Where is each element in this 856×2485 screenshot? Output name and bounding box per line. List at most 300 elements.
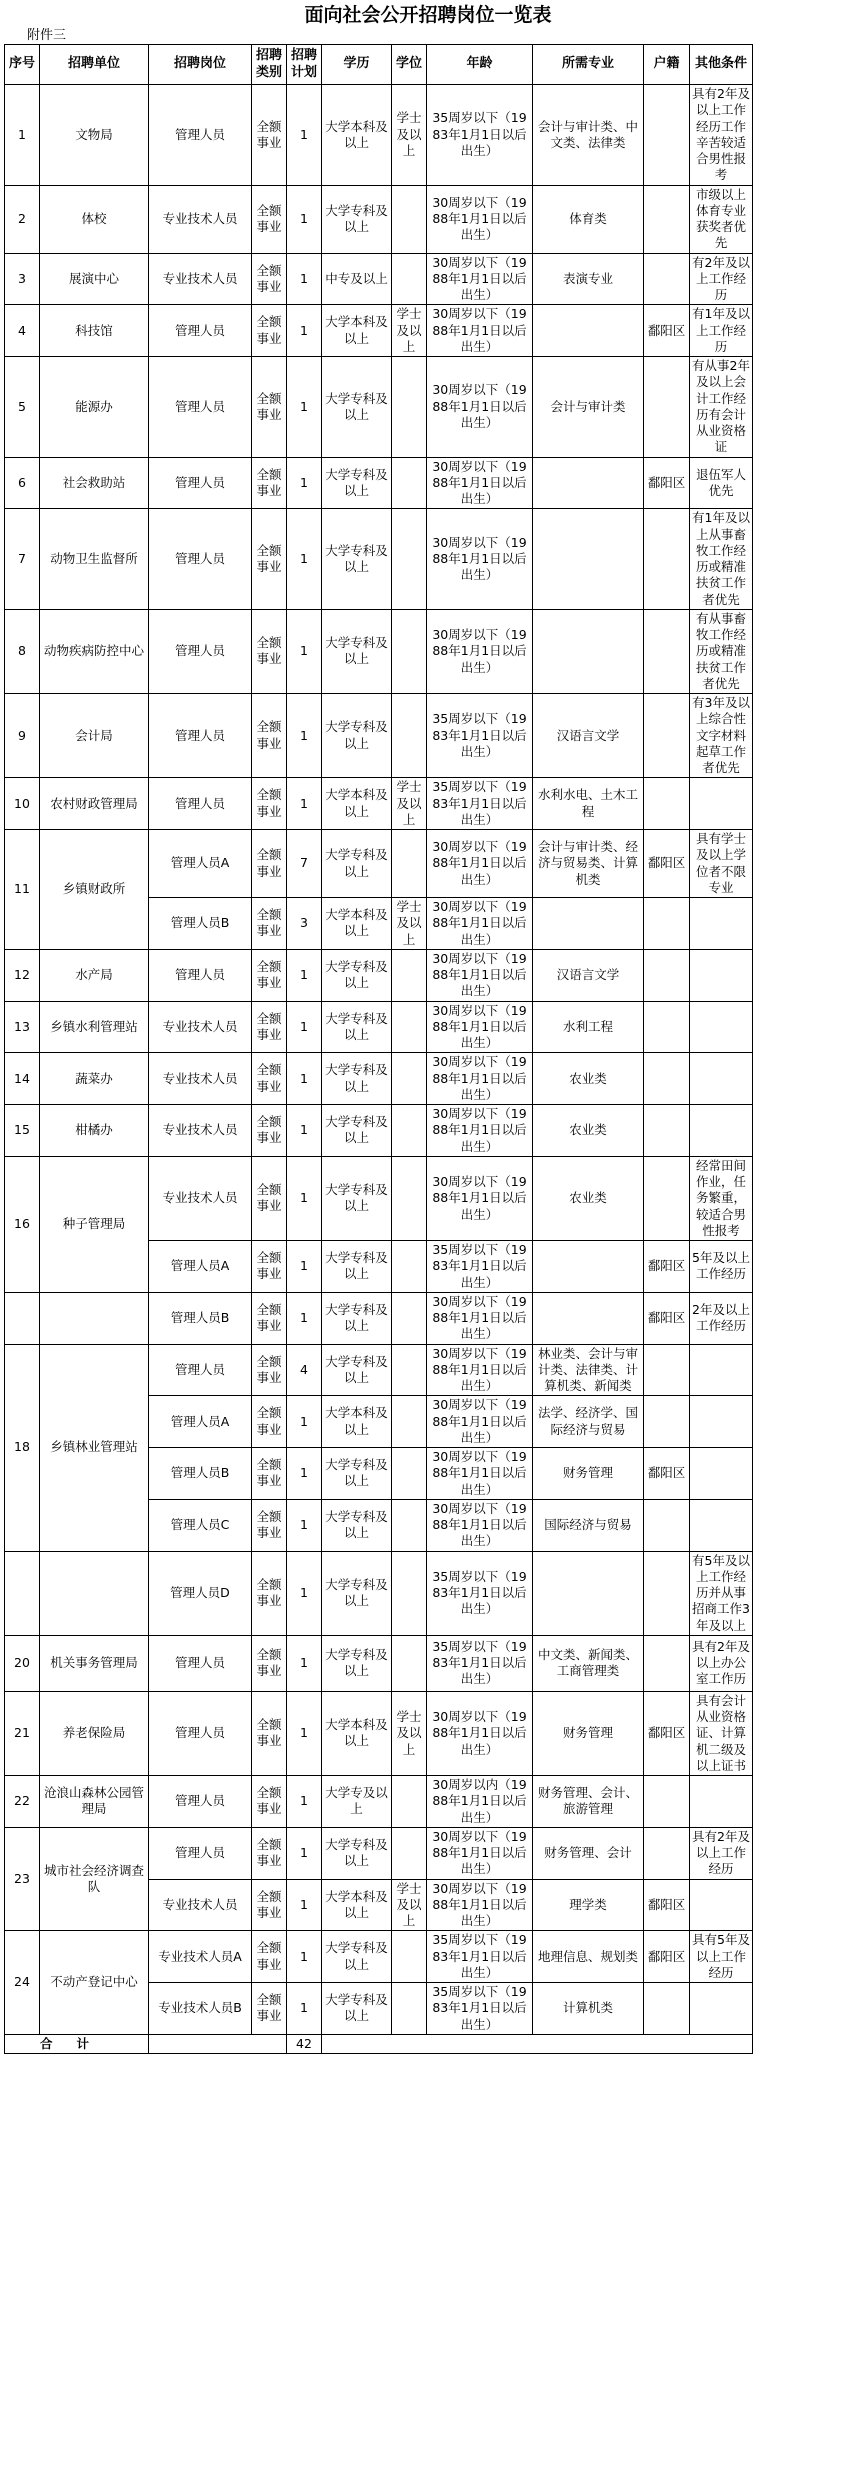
- cell-unit: 种子管理局: [40, 1156, 149, 1292]
- cell-education: 大学专科及以上: [322, 1827, 392, 1879]
- cell-plan: 1: [287, 778, 322, 830]
- cell-unit: 养老保险局: [40, 1691, 149, 1775]
- cell-unit: 城市社会经济调查队: [40, 1827, 149, 1931]
- cell-age: 30周岁以下（1988年1月1日以后出生）: [427, 898, 533, 950]
- cell-no: 18: [5, 1344, 40, 1551]
- cell-plan: 1: [287, 949, 322, 1001]
- cell-unit: 水产局: [40, 949, 149, 1001]
- table-row: [5, 1551, 753, 1635]
- cell-degree: [392, 357, 427, 458]
- cell-major: 财务管理: [533, 1691, 644, 1775]
- cell-age: 35周岁以下（1983年1月1日以后出生）: [427, 1551, 533, 1635]
- table-body: [5, 85, 753, 2054]
- cell-no: 9: [5, 694, 40, 778]
- table-row: [5, 1635, 753, 1691]
- cell-no: 5: [5, 357, 40, 458]
- cell-plan: 1: [287, 609, 322, 693]
- cell-education: 大学专科及以上: [322, 1241, 392, 1293]
- cell-education: 大学专科及以上: [322, 457, 392, 509]
- cell-plan: 1: [287, 457, 322, 509]
- cell-degree: [392, 1635, 427, 1691]
- cell-degree: 学士及以上: [392, 778, 427, 830]
- cell-major: 会计与审计类、中文类、法律类: [533, 85, 644, 186]
- cell-type: 全额事业: [252, 1344, 287, 1396]
- cell-major: [533, 1241, 644, 1293]
- cell-other: 2年及以上工作经历: [690, 1292, 753, 1344]
- table-row: [5, 1001, 753, 1053]
- cell-position: 管理人员B: [149, 1292, 252, 1344]
- table-row: [5, 778, 753, 830]
- cell-plan: 1: [287, 1156, 322, 1240]
- cell-no: 12: [5, 949, 40, 1001]
- header-no: 序号: [5, 45, 40, 85]
- cell-education: 大学专科及以上: [322, 509, 392, 610]
- cell-education: 大学专科及以上: [322, 1983, 392, 2035]
- table-row: [5, 1827, 753, 1879]
- table-row: [5, 357, 753, 458]
- cell-degree: 学士及以上: [392, 85, 427, 186]
- header-education: 学历: [322, 45, 392, 85]
- cell-other: 有5年及以上工作经历并从事招商工作3年及以上: [690, 1551, 753, 1635]
- cell-other: 有2年及以上工作经历: [690, 253, 753, 305]
- cell-type: 全额事业: [252, 1105, 287, 1157]
- header-age: 年龄: [427, 45, 533, 85]
- cell-type: 全额事业: [252, 85, 287, 186]
- cell-type: 全额事业: [252, 1635, 287, 1691]
- cell-age: 30周岁以下（1988年1月1日以后出生）: [427, 1344, 533, 1396]
- cell-education: 大学专及以上: [322, 1776, 392, 1828]
- cell-position: 管理人员C: [149, 1499, 252, 1551]
- cell-major: 会计与审计类: [533, 357, 644, 458]
- cell-huji: [644, 1827, 690, 1879]
- cell-major: 财务管理、会计: [533, 1827, 644, 1879]
- cell-other: [690, 1105, 753, 1157]
- cell-age: 35周岁以下（1983年1月1日以后出生）: [427, 1931, 533, 1983]
- cell-position: 管理人员: [149, 1691, 252, 1775]
- cell-major: 计算机类: [533, 1983, 644, 2035]
- cell-other: 5年及以上工作经历: [690, 1241, 753, 1293]
- cell-age: 30周岁以下（1988年1月1日以后出生）: [427, 609, 533, 693]
- cell-major: 汉语言文学: [533, 694, 644, 778]
- total-empty-cell: [322, 2034, 753, 2053]
- cell-other: [690, 1001, 753, 1053]
- cell-education: 大学专科及以上: [322, 1053, 392, 1105]
- cell-position: 专业技术人员: [149, 1053, 252, 1105]
- cell-age: 30周岁以下（1988年1月1日以后出生）: [427, 1053, 533, 1105]
- cell-other: 有从事2年及以上会计工作经历有会计从业资格证: [690, 357, 753, 458]
- cell-plan: 1: [287, 1931, 322, 1983]
- cell-huji: 鄱阳区: [644, 1931, 690, 1983]
- cell-age: 30周岁以下（1988年1月1日以后出生）: [427, 305, 533, 357]
- cell-type: 全额事业: [252, 1551, 287, 1635]
- cell-degree: [392, 1983, 427, 2035]
- cell-unit: 会计局: [40, 694, 149, 778]
- cell-type: 全额事业: [252, 1156, 287, 1240]
- cell-major: 理学类: [533, 1879, 644, 1931]
- cell-age: 30周岁以下（1988年1月1日以后出生）: [427, 253, 533, 305]
- cell-other: 有1年及以上工作经历: [690, 305, 753, 357]
- cell-position: 专业技术人员: [149, 1879, 252, 1931]
- cell-type: 全额事业: [252, 1776, 287, 1828]
- table-row: [5, 1691, 753, 1775]
- cell-no: [5, 1551, 40, 1635]
- cell-huji: [644, 1776, 690, 1828]
- cell-degree: [392, 1931, 427, 1983]
- cell-type: 全额事业: [252, 253, 287, 305]
- table-row: [5, 949, 753, 1001]
- cell-other: [690, 1776, 753, 1828]
- cell-major: 财务管理、会计、旅游管理: [533, 1776, 644, 1828]
- table-row: [5, 1776, 753, 1828]
- cell-other: [690, 949, 753, 1001]
- cell-major: 水利工程: [533, 1001, 644, 1053]
- cell-position: 管理人员: [149, 694, 252, 778]
- cell-type: 全额事业: [252, 185, 287, 253]
- cell-degree: [392, 185, 427, 253]
- cell-no: 14: [5, 1053, 40, 1105]
- cell-huji: [644, 949, 690, 1001]
- cell-huji: [644, 253, 690, 305]
- cell-education: 大学专科及以上: [322, 1344, 392, 1396]
- cell-plan: 1: [287, 1053, 322, 1105]
- cell-type: 全额事业: [252, 357, 287, 458]
- cell-plan: 1: [287, 1448, 322, 1500]
- cell-major: [533, 898, 644, 950]
- cell-degree: [392, 949, 427, 1001]
- cell-education: 大学专科及以上: [322, 830, 392, 898]
- cell-unit: 科技馆: [40, 305, 149, 357]
- table-row: [5, 609, 753, 693]
- cell-position: 专业技术人员: [149, 253, 252, 305]
- cell-huji: [644, 1344, 690, 1396]
- cell-unit: 机关事务管理局: [40, 1635, 149, 1691]
- cell-degree: 学士及以上: [392, 305, 427, 357]
- cell-age: 35周岁以下（1983年1月1日以后出生）: [427, 1635, 533, 1691]
- cell-plan: 1: [287, 305, 322, 357]
- cell-no: 8: [5, 609, 40, 693]
- cell-position: 专业技术人员: [149, 185, 252, 253]
- cell-plan: 1: [287, 1551, 322, 1635]
- total-plan: 42: [287, 2034, 322, 2053]
- total-row: [5, 2034, 753, 2053]
- cell-unit: 展演中心: [40, 253, 149, 305]
- cell-unit: 乡镇水利管理站: [40, 1001, 149, 1053]
- header-type: 招聘类别: [252, 45, 287, 85]
- header-major: 所需专业: [533, 45, 644, 85]
- cell-plan: 1: [287, 1776, 322, 1828]
- cell-major: 体育类: [533, 185, 644, 253]
- cell-major: 林业类、会计与审计类、法律类、计算机类、新闻类: [533, 1344, 644, 1396]
- cell-no: 6: [5, 457, 40, 509]
- cell-degree: [392, 1241, 427, 1293]
- cell-education: 大学专科及以上: [322, 694, 392, 778]
- cell-no: 16: [5, 1156, 40, 1292]
- table-row: [5, 85, 753, 186]
- cell-plan: 1: [287, 1105, 322, 1157]
- cell-type: 全额事业: [252, 1292, 287, 1344]
- cell-huji: [644, 1105, 690, 1157]
- header-unit: 招聘单位: [40, 45, 149, 85]
- cell-type: 全额事业: [252, 694, 287, 778]
- cell-type: 全额事业: [252, 1983, 287, 2035]
- cell-plan: 1: [287, 185, 322, 253]
- cell-plan: 1: [287, 694, 322, 778]
- cell-degree: 学士及以上: [392, 1879, 427, 1931]
- cell-huji: [644, 1396, 690, 1448]
- cell-major: 水利水电、土木工程: [533, 778, 644, 830]
- cell-huji: 鄱阳区: [644, 1241, 690, 1293]
- cell-type: 全额事业: [252, 778, 287, 830]
- cell-position: 管理人员B: [149, 898, 252, 950]
- cell-position: 专业技术人员: [149, 1156, 252, 1240]
- table-row: [5, 694, 753, 778]
- cell-unit: 不动产登记中心: [40, 1931, 149, 2035]
- cell-degree: 学士及以上: [392, 898, 427, 950]
- table-row: [5, 1931, 753, 1983]
- cell-major: [533, 457, 644, 509]
- cell-unit: 沧浪山森林公园管理局: [40, 1776, 149, 1828]
- cell-plan: 1: [287, 85, 322, 186]
- cell-position: 管理人员A: [149, 830, 252, 898]
- cell-no: 20: [5, 1635, 40, 1691]
- cell-other: [690, 1053, 753, 1105]
- cell-unit: 农村财政管理局: [40, 778, 149, 830]
- cell-age: 30周岁以下（1988年1月1日以后出生）: [427, 1879, 533, 1931]
- cell-no: 15: [5, 1105, 40, 1157]
- cell-major: [533, 609, 644, 693]
- cell-degree: [392, 1776, 427, 1828]
- cell-major: 法学、经济学、国际经济与贸易: [533, 1396, 644, 1448]
- table-row: [5, 830, 753, 898]
- table-row: [5, 1105, 753, 1157]
- cell-other: 经常田间作业，任务繁重，较适合男性报考: [690, 1156, 753, 1240]
- cell-degree: [392, 1827, 427, 1879]
- cell-other: 具有学士及以上学位者不限专业: [690, 830, 753, 898]
- header-row: [5, 45, 753, 85]
- cell-type: 全额事业: [252, 898, 287, 950]
- cell-huji: [644, 1053, 690, 1105]
- cell-degree: [392, 457, 427, 509]
- cell-education: 大学本科及以上: [322, 305, 392, 357]
- cell-degree: [392, 1105, 427, 1157]
- cell-unit: 动物疾病防控中心: [40, 609, 149, 693]
- cell-type: 全额事业: [252, 1931, 287, 1983]
- cell-education: 大学本科及以上: [322, 898, 392, 950]
- cell-huji: [644, 185, 690, 253]
- cell-position: 专业技术人员: [149, 1105, 252, 1157]
- cell-major: 国际经济与贸易: [533, 1499, 644, 1551]
- cell-no: 10: [5, 778, 40, 830]
- cell-major: 农业类: [533, 1053, 644, 1105]
- cell-type: 全额事业: [252, 1448, 287, 1500]
- cell-major: 地理信息、规划类: [533, 1931, 644, 1983]
- table-row: [5, 305, 753, 357]
- cell-major: [533, 305, 644, 357]
- cell-age: 30周岁以下（1988年1月1日以后出生）: [427, 1105, 533, 1157]
- cell-degree: [392, 1551, 427, 1635]
- cell-education: 大学专科及以上: [322, 949, 392, 1001]
- cell-huji: 鄱阳区: [644, 830, 690, 898]
- cell-education: 大学专科及以上: [322, 1499, 392, 1551]
- cell-unit: 乡镇财政所: [40, 830, 149, 950]
- cell-other: [690, 898, 753, 950]
- cell-type: 全额事业: [252, 1879, 287, 1931]
- cell-plan: 1: [287, 1635, 322, 1691]
- table-row: [5, 185, 753, 253]
- cell-plan: 1: [287, 1499, 322, 1551]
- cell-age: 30周岁以下（1988年1月1日以后出生）: [427, 1448, 533, 1500]
- header-other: 其他条件: [690, 45, 753, 85]
- header-position: 招聘岗位: [149, 45, 252, 85]
- cell-position: 管理人员: [149, 85, 252, 186]
- cell-education: 大学专科及以上: [322, 609, 392, 693]
- cell-major: [533, 1551, 644, 1635]
- cell-huji: 鄱阳区: [644, 1292, 690, 1344]
- cell-position: 管理人员A: [149, 1396, 252, 1448]
- cell-type: 全额事业: [252, 609, 287, 693]
- cell-degree: [392, 1396, 427, 1448]
- cell-degree: [392, 1448, 427, 1500]
- cell-position: 管理人员: [149, 357, 252, 458]
- cell-position: 专业技术人员: [149, 1001, 252, 1053]
- cell-major: 表演专业: [533, 253, 644, 305]
- cell-education: 大学专科及以上: [322, 1635, 392, 1691]
- cell-huji: [644, 1499, 690, 1551]
- cell-degree: [392, 253, 427, 305]
- cell-other: 具有2年及以上办公室工作历: [690, 1635, 753, 1691]
- cell-other: 有1年及以上从事畜牧工作经历或精准扶贫工作者优先: [690, 509, 753, 610]
- cell-position: 管理人员: [149, 1635, 252, 1691]
- total-label: 合计: [5, 2034, 149, 2053]
- cell-education: 大学专科及以上: [322, 1105, 392, 1157]
- cell-unit: 能源办: [40, 357, 149, 458]
- cell-type: 全额事业: [252, 1241, 287, 1293]
- cell-no: 1: [5, 85, 40, 186]
- cell-other: 有从事畜牧工作经历或精准扶贫工作者优先: [690, 609, 753, 693]
- cell-other: 有3年及以上综合性文字材料起草工作者优先: [690, 694, 753, 778]
- cell-no: 24: [5, 1931, 40, 2035]
- cell-education: 大学专科及以上: [322, 1292, 392, 1344]
- cell-no: 21: [5, 1691, 40, 1775]
- cell-position: 管理人员: [149, 1827, 252, 1879]
- cell-position: 管理人员: [149, 778, 252, 830]
- cell-age: 35周岁以下（1983年1月1日以后出生）: [427, 1241, 533, 1293]
- cell-age: 30周岁以下（1988年1月1日以后出生）: [427, 185, 533, 253]
- cell-age: 30周岁以下（1988年1月1日以后出生）: [427, 1001, 533, 1053]
- cell-type: 全额事业: [252, 1499, 287, 1551]
- cell-no: 11: [5, 830, 40, 950]
- cell-type: 全额事业: [252, 1001, 287, 1053]
- cell-no: 4: [5, 305, 40, 357]
- cell-plan: 7: [287, 830, 322, 898]
- cell-age: 30周岁以内（1988年1月1日以后出生）: [427, 1776, 533, 1828]
- cell-age: 30周岁以下（1988年1月1日以后出生）: [427, 1396, 533, 1448]
- cell-major: [533, 509, 644, 610]
- recruitment-table: [4, 44, 753, 2054]
- cell-position: 管理人员: [149, 949, 252, 1001]
- cell-major: 汉语言文学: [533, 949, 644, 1001]
- cell-huji: [644, 1001, 690, 1053]
- cell-unit: 蔬菜办: [40, 1053, 149, 1105]
- total-empty-cell: [149, 2034, 287, 2053]
- cell-plan: 1: [287, 1001, 322, 1053]
- cell-unit: [40, 1292, 149, 1344]
- cell-position: 管理人员B: [149, 1448, 252, 1500]
- cell-position: 专业技术人员A: [149, 1931, 252, 1983]
- cell-position: 管理人员A: [149, 1241, 252, 1293]
- cell-major: 农业类: [533, 1105, 644, 1157]
- cell-education: 大学本科及以上: [322, 1691, 392, 1775]
- table-row: [5, 457, 753, 509]
- cell-major: [533, 1292, 644, 1344]
- cell-other: [690, 778, 753, 830]
- cell-huji: 鄱阳区: [644, 1691, 690, 1775]
- table-row: [5, 509, 753, 610]
- cell-no: 13: [5, 1001, 40, 1053]
- cell-huji: [644, 1635, 690, 1691]
- cell-plan: 4: [287, 1344, 322, 1396]
- cell-degree: [392, 509, 427, 610]
- cell-education: 大学本科及以上: [322, 85, 392, 186]
- cell-other: 市级以上体育专业获奖者优先: [690, 185, 753, 253]
- cell-education: 大学专科及以上: [322, 1001, 392, 1053]
- cell-age: 30周岁以下（1988年1月1日以后出生）: [427, 509, 533, 610]
- cell-position: 管理人员: [149, 457, 252, 509]
- cell-degree: [392, 830, 427, 898]
- cell-age: 30周岁以下（1988年1月1日以后出生）: [427, 1827, 533, 1879]
- cell-age: 35周岁以下（1983年1月1日以后出生）: [427, 778, 533, 830]
- header-plan: 招聘计划: [287, 45, 322, 85]
- cell-age: 30周岁以下（1988年1月1日以后出生）: [427, 1292, 533, 1344]
- cell-huji: [644, 778, 690, 830]
- cell-position: 管理人员D: [149, 1551, 252, 1635]
- cell-type: 全额事业: [252, 305, 287, 357]
- cell-type: 全额事业: [252, 1827, 287, 1879]
- cell-education: 中专及以上: [322, 253, 392, 305]
- cell-education: 大学专科及以上: [322, 357, 392, 458]
- cell-no: 23: [5, 1827, 40, 1931]
- cell-type: 全额事业: [252, 1691, 287, 1775]
- cell-type: 全额事业: [252, 509, 287, 610]
- cell-age: 30周岁以下（1988年1月1日以后出生）: [427, 949, 533, 1001]
- cell-major: 财务管理: [533, 1448, 644, 1500]
- cell-other: 具有2年及以上工作经历工作辛苦较适合男性报考: [690, 85, 753, 186]
- cell-unit: 社会救助站: [40, 457, 149, 509]
- header-degree: 学位: [392, 45, 427, 85]
- header-huji: 户籍: [644, 45, 690, 85]
- cell-unit: 文物局: [40, 85, 149, 186]
- cell-huji: 鄱阳区: [644, 305, 690, 357]
- cell-education: 大学专科及以上: [322, 1156, 392, 1240]
- cell-age: 35周岁以下（1983年1月1日以后出生）: [427, 1983, 533, 2035]
- cell-other: [690, 1499, 753, 1551]
- table-row: [5, 1053, 753, 1105]
- cell-other: [690, 1983, 753, 2035]
- cell-unit: 体校: [40, 185, 149, 253]
- cell-other: [690, 1344, 753, 1396]
- cell-type: 全额事业: [252, 457, 287, 509]
- cell-huji: 鄱阳区: [644, 1448, 690, 1500]
- cell-unit: 动物卫生监督所: [40, 509, 149, 610]
- cell-other: [690, 1448, 753, 1500]
- cell-huji: [644, 609, 690, 693]
- cell-education: 大学专科及以上: [322, 185, 392, 253]
- cell-degree: [392, 694, 427, 778]
- cell-plan: 1: [287, 1879, 322, 1931]
- cell-degree: [392, 1053, 427, 1105]
- cell-no: [5, 1292, 40, 1344]
- cell-type: 全额事业: [252, 1053, 287, 1105]
